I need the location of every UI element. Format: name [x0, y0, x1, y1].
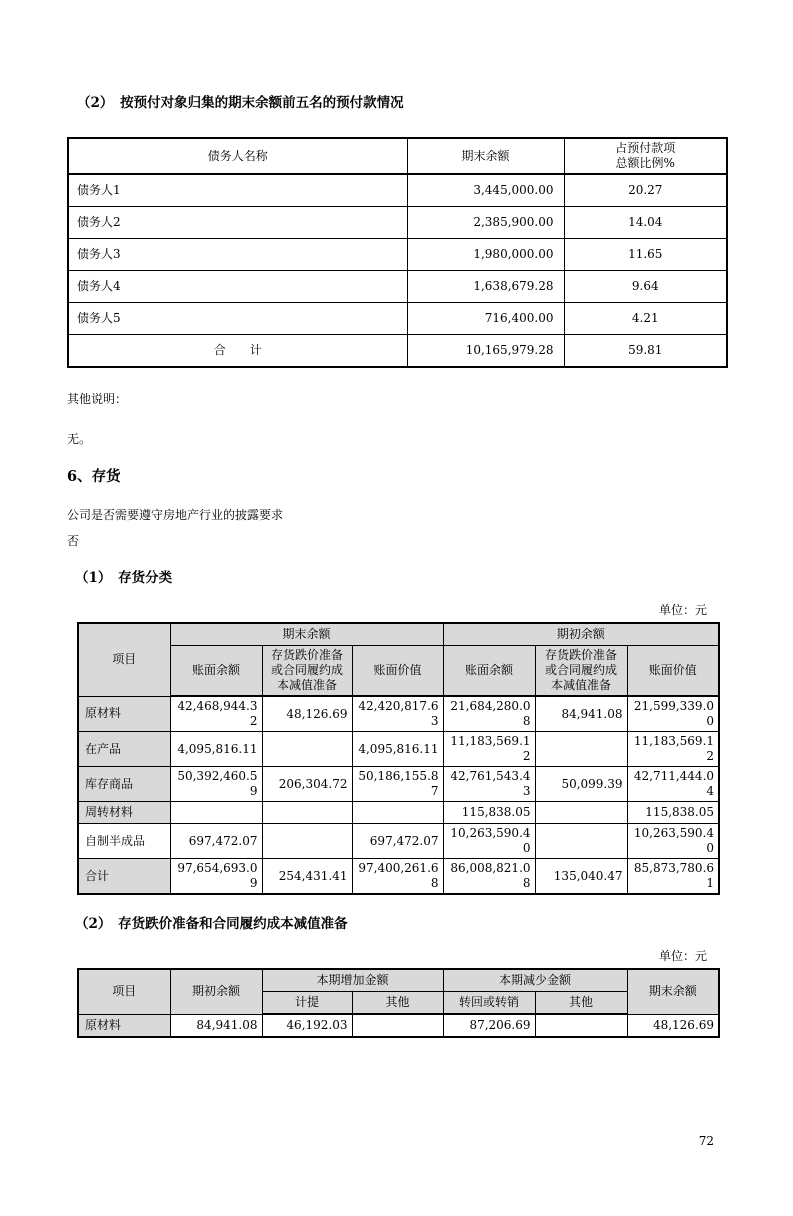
- cell-ending-balance: 2,385,900.00: [407, 207, 564, 239]
- cell-item-label: 原材料: [78, 1014, 170, 1037]
- cell-ratio: 4.21: [564, 303, 727, 335]
- prepay-top5-table: [67, 137, 728, 368]
- cell-beginning-provision: [535, 802, 627, 824]
- table-header-row: [78, 969, 719, 992]
- cell-debtor-name: 债务人2: [68, 207, 407, 239]
- cell-ratio: 11.65: [564, 239, 727, 271]
- cell-total-label: 合 计: [68, 335, 407, 368]
- cell-ending-book-balance: 50,392,460.59: [170, 767, 262, 802]
- real-estate-disclosure-answer: 否: [67, 534, 80, 548]
- cell-ending-book-balance: 97,654,693.09: [170, 859, 262, 895]
- cell-other-decrease: [535, 1014, 627, 1037]
- col-header-ratio-line2: 总额比例%: [615, 156, 675, 170]
- document-page: [67, 94, 726, 1038]
- cell-ending-book-balance: 697,472.07: [170, 824, 262, 859]
- col-header-item: 项目: [78, 623, 170, 696]
- col-header-ratio: [564, 138, 727, 174]
- cell-accrual: 46,192.03: [262, 1014, 352, 1037]
- col-header-increase-group: 本期增加金额: [262, 969, 443, 992]
- table-row: [78, 767, 719, 802]
- cell-beginning-book-value: 115,838.05: [627, 802, 719, 824]
- table-row: [68, 207, 727, 239]
- cell-ending-book-balance: [170, 802, 262, 824]
- col-header-reversal: 转回或转销: [443, 992, 535, 1015]
- real-estate-disclosure-question: 公司是否需要遵守房地产行业的披露要求: [67, 508, 284, 522]
- cell-ending-book-balance: 42,468,944.32: [170, 696, 262, 732]
- cell-ending-balance: 716,400.00: [407, 303, 564, 335]
- col-header-ratio-line1: 占预付款项: [615, 141, 676, 155]
- table-row: [78, 696, 719, 732]
- cell-ending-balance: 3,445,000.00: [407, 174, 564, 207]
- other-note-label: 其他说明：: [67, 392, 128, 406]
- col-header-item: 项目: [78, 969, 170, 1014]
- cell-item-label: 库存商品: [78, 767, 170, 802]
- cell-ending-provision: 48,126.69: [262, 696, 352, 732]
- cell-debtor-name: 债务人3: [68, 239, 407, 271]
- cell-ending-book-value: 50,186,155.87: [352, 767, 443, 802]
- cell-ending-book-value: 42,420,817.63: [352, 696, 443, 732]
- cell-beginning-book-value: 10,263,590.40: [627, 824, 719, 859]
- col-header-decrease-group: 本期减少金额: [443, 969, 627, 992]
- cell-ending-book-value: 697,472.07: [352, 824, 443, 859]
- cell-ending-book-value: 97,400,261.68: [352, 859, 443, 895]
- cell-other-increase: [352, 1014, 443, 1037]
- inventory-section-title: 6、存货: [67, 468, 121, 485]
- table-row: [68, 239, 727, 271]
- col-header-other-decrease: 其他: [535, 992, 627, 1015]
- col-header-ending-balance: 期末余额: [407, 138, 564, 174]
- inventory-classification-table: [77, 622, 720, 895]
- cell-ending-book-value: 4,095,816.11: [352, 732, 443, 767]
- inventory-provision-table: [77, 968, 720, 1038]
- col-header-beginning-balance: 期初余额: [170, 969, 262, 1014]
- cell-beginning-provision: 50,099.39: [535, 767, 627, 802]
- cell-item-label: 在产品: [78, 732, 170, 767]
- cell-ratio: 14.04: [564, 207, 727, 239]
- cell-beginning-book-value: 85,873,780.61: [627, 859, 719, 895]
- col-header-ending-balance-group: 期末余额: [170, 623, 443, 646]
- table-row: [68, 271, 727, 303]
- cell-beginning-balance: 84,941.08: [170, 1014, 262, 1037]
- cell-beginning-book-balance: 86,008,821.08: [443, 859, 535, 895]
- other-note-value: 无。: [67, 432, 92, 446]
- col-header-beginning-balance-group: 期初余额: [443, 623, 719, 646]
- col-header-other-increase: 其他: [352, 992, 443, 1015]
- inventory-classification-title: （1） 存货分类: [75, 570, 173, 586]
- prepay-top5-title: （2） 按预付对象归集的期末余额前五名的预付款情况: [77, 95, 404, 111]
- col-header-debtor-name: 债务人名称: [68, 138, 407, 174]
- cell-ending-provision: [262, 824, 352, 859]
- cell-beginning-provision: 135,040.47: [535, 859, 627, 895]
- cell-ending-provision: 254,431.41: [262, 859, 352, 895]
- page-number: 72: [698, 1134, 714, 1148]
- cell-total-balance: 10,165,979.28: [407, 335, 564, 368]
- cell-item-label: 原材料: [78, 696, 170, 732]
- table-row: [68, 174, 727, 207]
- unit-label: 单位：元: [658, 603, 707, 617]
- cell-debtor-name: 债务人4: [68, 271, 407, 303]
- col-header-accrual: 计提: [262, 992, 352, 1015]
- cell-ending-balance: 48,126.69: [627, 1014, 719, 1037]
- cell-beginning-provision: 84,941.08: [535, 696, 627, 732]
- cell-ending-book-value: [352, 802, 443, 824]
- table-row: [78, 732, 719, 767]
- col-header-ending-balance: 期末余额: [627, 969, 719, 1014]
- cell-total-ratio: 59.81: [564, 335, 727, 368]
- col-header-provision: 存货跌价准备或合同履约成本减值准备: [535, 646, 627, 697]
- table-row: [78, 824, 719, 859]
- table-row: [68, 303, 727, 335]
- table-total-row: [78, 859, 719, 895]
- cell-beginning-book-balance: 42,761,543.43: [443, 767, 535, 802]
- cell-ending-balance: 1,980,000.00: [407, 239, 564, 271]
- cell-item-label: 周转材料: [78, 802, 170, 824]
- cell-reversal: 87,206.69: [443, 1014, 535, 1037]
- col-header-provision: 存货跌价准备或合同履约成本减值准备: [262, 646, 352, 697]
- table-subheader-row: [78, 646, 719, 697]
- col-header-book-value: 账面价值: [627, 646, 719, 697]
- cell-beginning-book-balance: 11,183,569.12: [443, 732, 535, 767]
- cell-item-label: 合计: [78, 859, 170, 895]
- cell-beginning-book-balance: 21,684,280.08: [443, 696, 535, 732]
- cell-beginning-book-value: 11,183,569.12: [627, 732, 719, 767]
- col-header-book-value: 账面价值: [352, 646, 443, 697]
- cell-beginning-provision: [535, 732, 627, 767]
- col-header-book-balance: 账面余额: [170, 646, 262, 697]
- cell-item-label: 自制半成品: [78, 824, 170, 859]
- cell-beginning-book-balance: 10,263,590.40: [443, 824, 535, 859]
- cell-beginning-book-balance: 115,838.05: [443, 802, 535, 824]
- cell-debtor-name: 债务人1: [68, 174, 407, 207]
- table-total-row: [68, 335, 727, 368]
- cell-ratio: 20.27: [564, 174, 727, 207]
- table-row: [78, 802, 719, 824]
- table-row: [78, 1014, 719, 1037]
- cell-debtor-name: 债务人5: [68, 303, 407, 335]
- unit-label: 单位：元: [658, 949, 707, 963]
- cell-beginning-book-value: 21,599,339.00: [627, 696, 719, 732]
- cell-ending-book-balance: 4,095,816.11: [170, 732, 262, 767]
- cell-ratio: 9.64: [564, 271, 727, 303]
- cell-ending-provision: [262, 802, 352, 824]
- inventory-provision-title: （2） 存货跌价准备和合同履约成本减值准备: [75, 916, 348, 932]
- cell-ending-balance: 1,638,679.28: [407, 271, 564, 303]
- table-header-row: [68, 138, 727, 174]
- table-header-row: [78, 623, 719, 646]
- cell-beginning-provision: [535, 824, 627, 859]
- col-header-book-balance: 账面余额: [443, 646, 535, 697]
- cell-ending-provision: 206,304.72: [262, 767, 352, 802]
- cell-ending-provision: [262, 732, 352, 767]
- cell-beginning-book-value: 42,711,444.04: [627, 767, 719, 802]
